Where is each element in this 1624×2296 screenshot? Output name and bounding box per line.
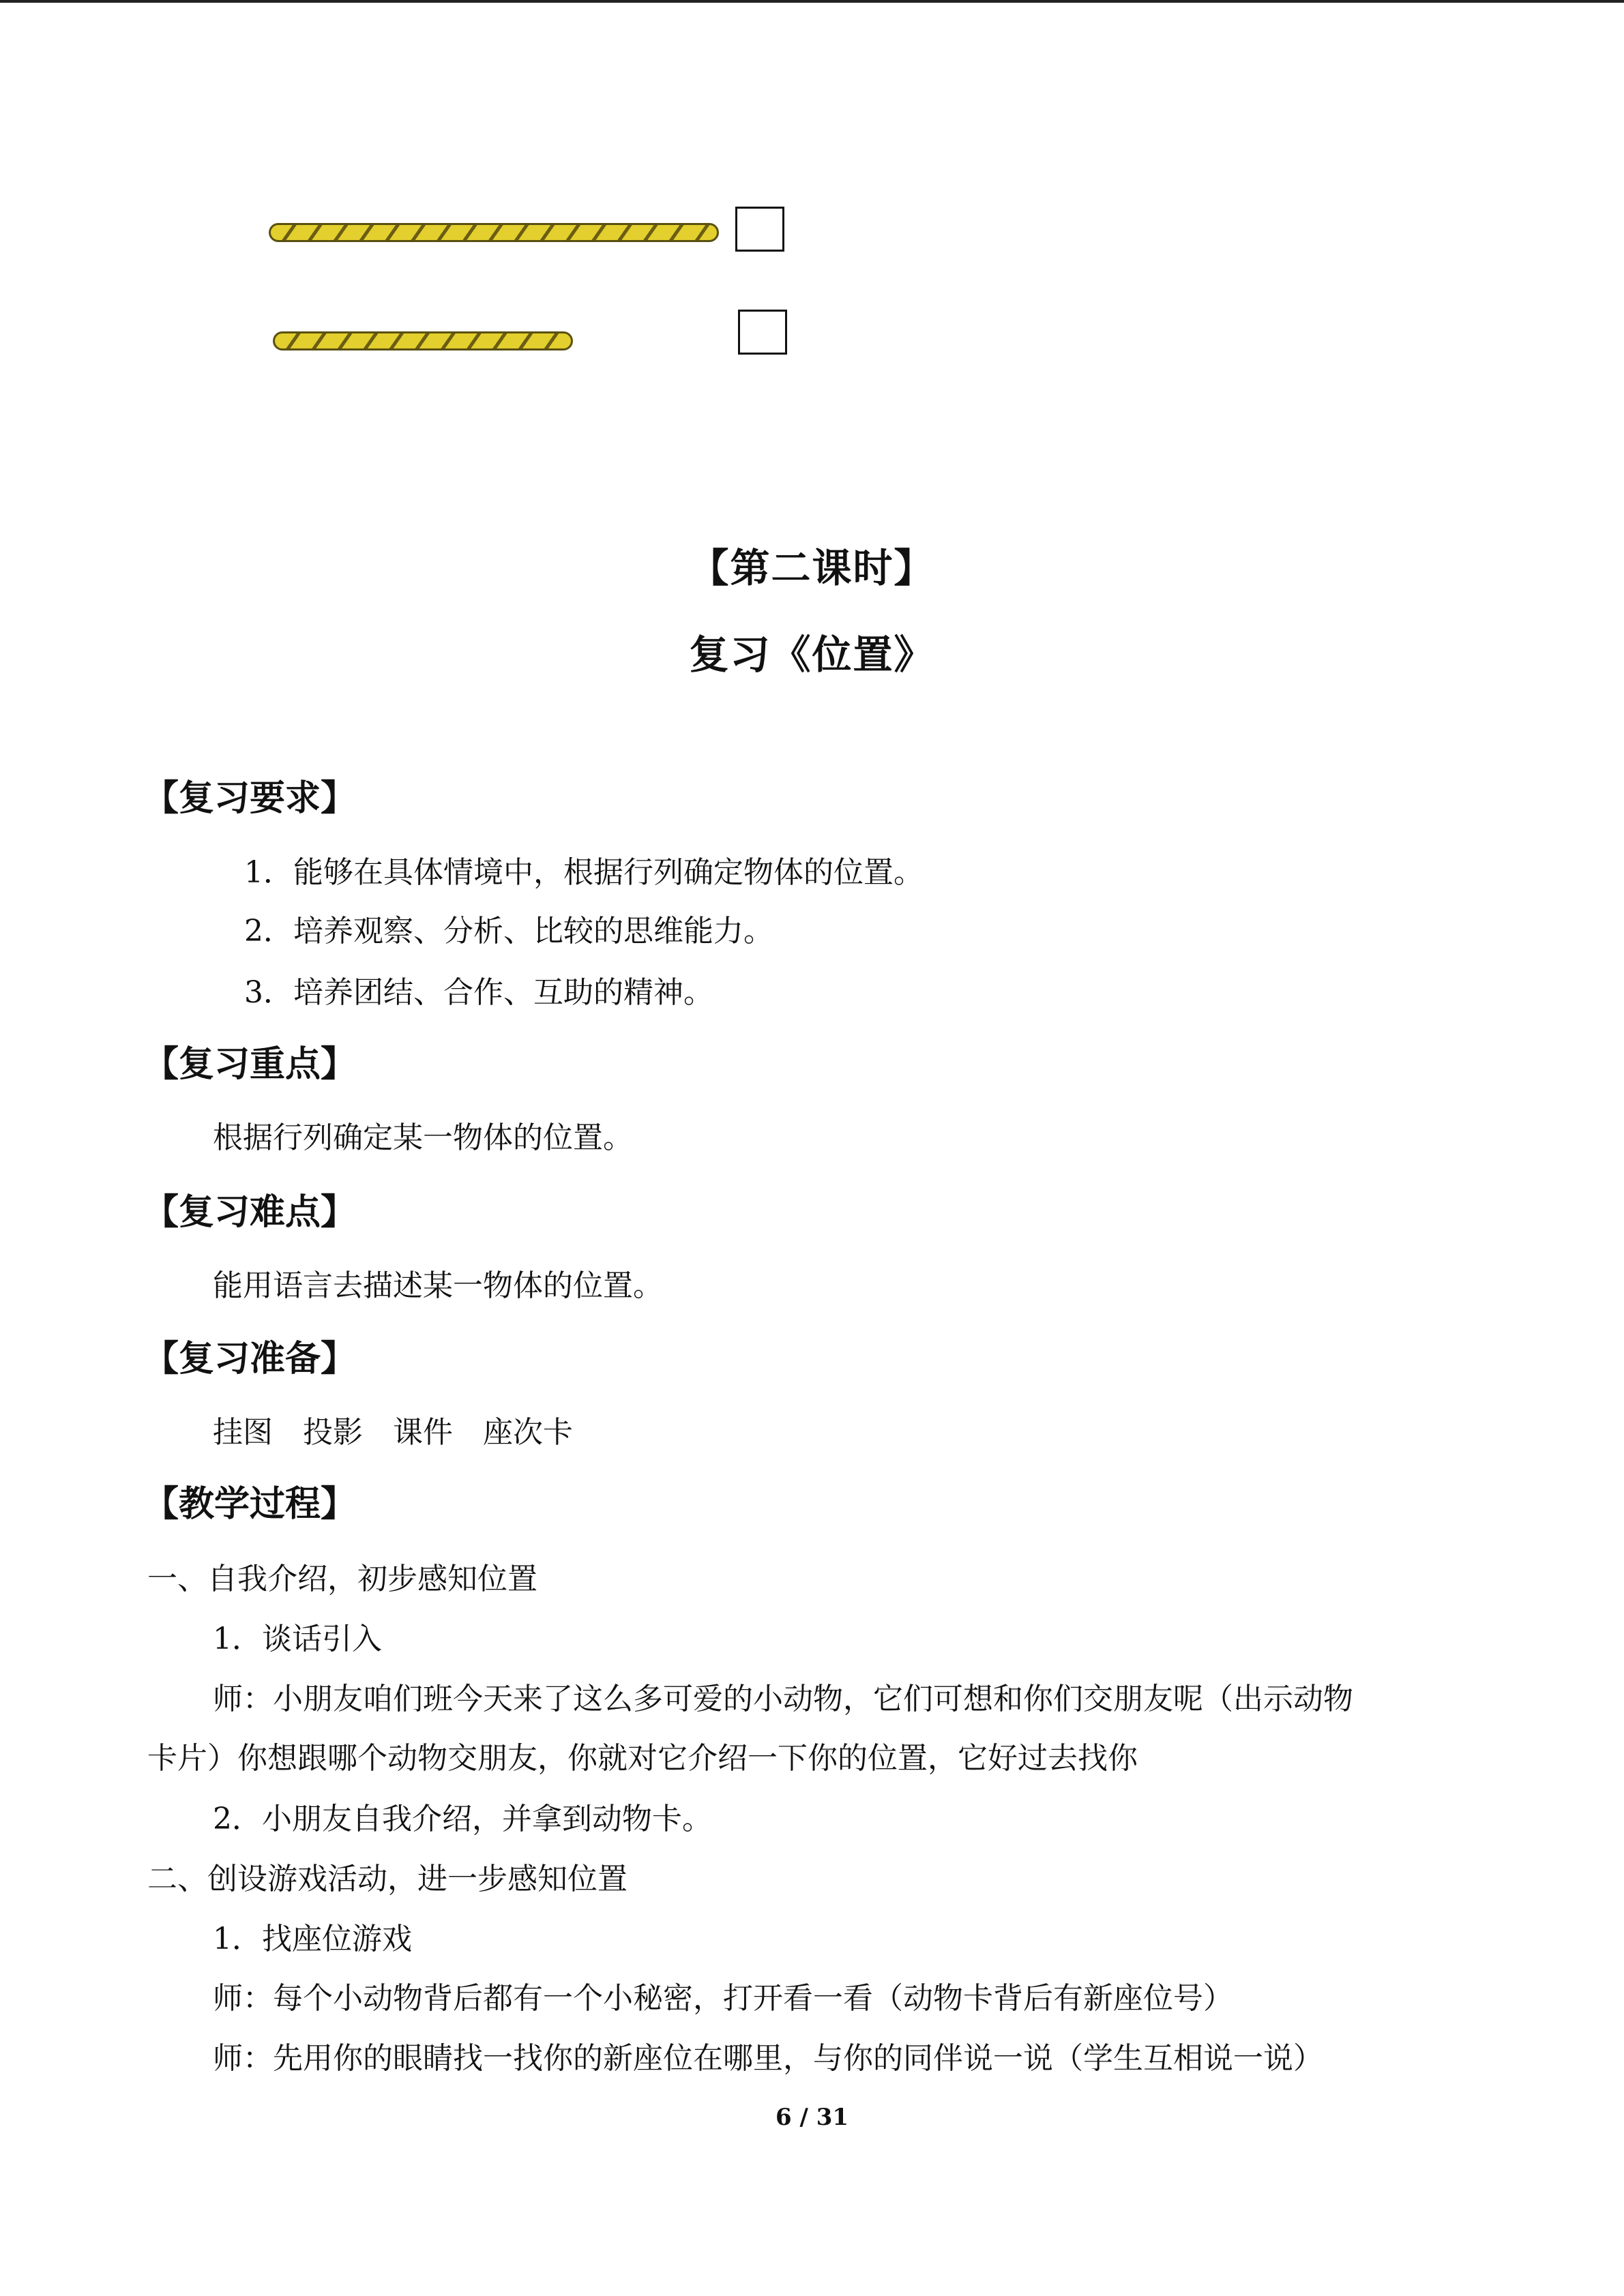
short-rope-image	[273, 331, 573, 351]
preparation-text: 挂图 投影 课件 座次卡	[213, 1415, 573, 1450]
heading-key-point: 【复习重点】	[143, 1044, 357, 1085]
lesson-subtitle: 复习《位置》	[689, 631, 935, 678]
requirement-item: 1．能够在具体情境中，根据行列确定物体的位置。	[244, 855, 924, 890]
requirement-item: 3．培养团结、合作、互助的精神。	[244, 975, 713, 1010]
process-line: 师：小朋友咱们班今天来了这么多可爱的小动物，它们可想和你们交朋友呢（出示动物	[213, 1682, 1353, 1716]
key-point-text: 根据行列确定某一物体的位置。	[213, 1120, 633, 1155]
page-number: 6 / 31	[775, 2104, 849, 2131]
heading-preparation: 【复习准备】	[143, 1339, 357, 1380]
short-rope-answer-box[interactable]	[738, 310, 787, 355]
lesson-title: 【第二课时】	[689, 545, 935, 591]
requirement-item: 2．培养观察、分析、比较的思维能力。	[244, 914, 773, 949]
heading-difficulty: 【复习难点】	[143, 1192, 357, 1233]
long-rope-answer-box[interactable]	[735, 207, 784, 252]
difficulty-text: 能用语言去描述某一物体的位置。	[213, 1268, 663, 1303]
process-line: 师：每个小动物背后都有一个小秘密，打开看一看（动物卡背后有新座位号）	[213, 1981, 1233, 2016]
process-line: 2．小朋友自我介绍，并拿到动物卡。	[213, 1802, 712, 1836]
process-line: 1．找座位游戏	[213, 1922, 412, 1956]
process-line: 一、自我介绍，初步感知位置	[147, 1562, 537, 1596]
process-line: 1．谈话引入	[213, 1622, 382, 1656]
long-rope-image	[269, 223, 719, 242]
process-line: 师：先用你的眼睛找一找你的新座位在哪里，与你的同伴说一说（学生互相说一说）	[213, 2041, 1323, 2076]
heading-process: 【教学过程】	[143, 1484, 357, 1525]
process-line: 二、创设游戏活动，进一步感知位置	[147, 1862, 628, 1896]
heading-requirements: 【复习要求】	[143, 778, 357, 819]
process-line: 卡片）你想跟哪个动物交朋友，你就对它介绍一下你的位置，它好过去找你	[147, 1741, 1138, 1776]
page-top-border	[0, 0, 1624, 3]
